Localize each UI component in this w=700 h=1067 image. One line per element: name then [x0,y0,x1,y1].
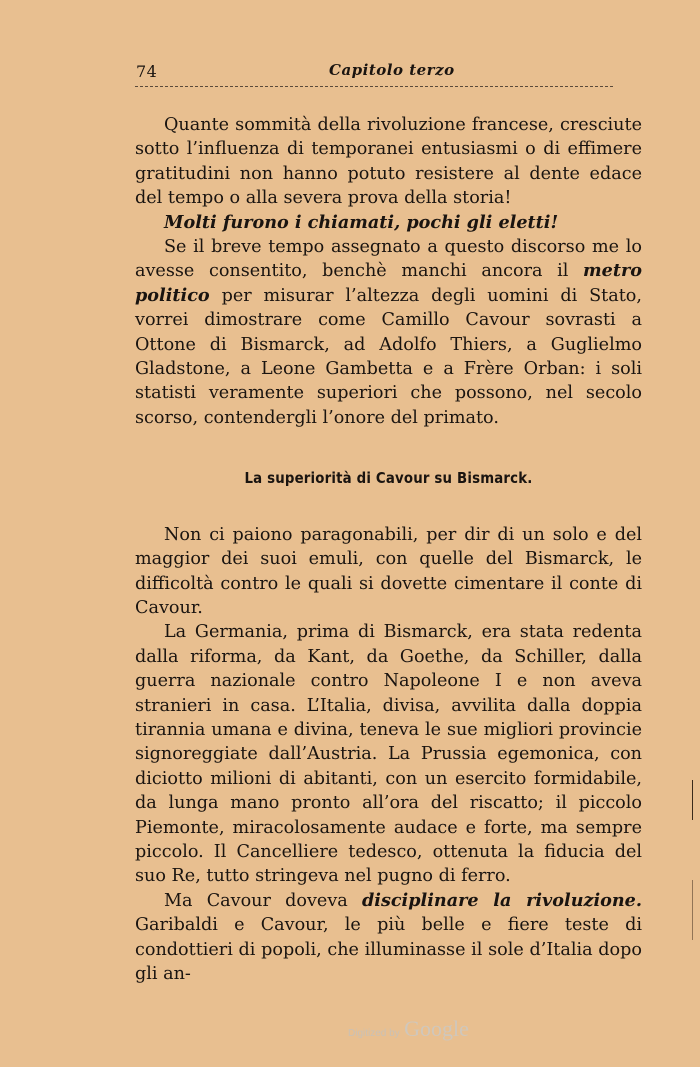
italic-phrase: metro politico [135,260,642,306]
paragraph [135,235,642,430]
text-run: Non ci paiono paragonabili, per dir di un solo e del maggior dei suoi emuli, con quelle del Bismarck, le difficoltà contro le quali si dovette cimentare il conte di Cavour. [135,524,642,618]
page-edge-mark [692,780,693,820]
paragraph [135,523,642,621]
paragraph-group-intro [135,113,642,430]
paragraph [135,889,642,987]
running-title: Capitolo terzo [329,61,455,79]
watermark-brand: Google [404,1016,469,1041]
page-header [135,58,613,90]
paragraph [135,620,642,888]
text-run: Se il breve tempo assegnato a questo discorso me lo avesse consentito, benchè manchi ancora il [135,237,642,282]
text-run: Garibaldi e Cavour, le più belle e fiere teste di condottieri di popoli, che illuminasse il sole d’Italia dopo gli an- [135,915,642,984]
page-number: 74 [136,62,158,81]
page-edge-mark [692,880,693,940]
section-heading: La superiorità di Cavour su Bismarck. [244,469,533,488]
paragraph [135,113,642,211]
header-rule [135,86,613,87]
italic-phrase: disciplinare la rivoluzione. [361,889,643,911]
body-text [135,113,642,986]
paragraph-group-section [135,523,642,987]
text-run: La Germania, prima di Bismarck, era stata redenta dalla riforma, da Kant, da Goethe, da Schiller, dalla guerra nazionale contro Napoleone I e non aveva stranieri in casa. L’Italia, divisa, avvilita dalla doppia tirannia umana e divina, teneva le sue migliori provincie signoreggiate dall’Austria. La Prussia egemonica, con diciotto milioni di abitanti, con un esercito formidabile, da lunga mano pronto all’ora del riscatto; il piccolo Piemonte, miracolosamente audace e forte, ma sempre piccolo. Il Cancelliere tedesco, ottenuta la fiducia del suo Re, tutto stringeva nel pugno di ferro. [135,622,642,887]
watermark-prefix: Digitized by [348,1028,400,1039]
text-run: Ma Cavour doveva [164,890,362,911]
paragraph [135,211,642,235]
text-run: per misurar l’altezza degli uomini di Stato, vorrei dimostrare come Camillo Cavour sovrasti a Ottone di Bismarck, ad Adolfo Thiers, a Guglielmo Gladstone, a Leone Gambetta e a Frère Orban: i soli statisti veramente superiori che possono, nel secolo scorso, contendergli l’onore del primato. [135,285,642,428]
digitization-watermark [348,1016,469,1042]
text-run: Quante sommità della rivoluzione francese, cresciute sotto l’influenza di temporanei entusiasmi o di effimere gratitudini non hanno potuto resistere al dente edace del tempo o alla severa prova della storia! [135,115,642,209]
italic-phrase: Molti furono i chiamati, pochi gli eletti! [164,211,559,233]
